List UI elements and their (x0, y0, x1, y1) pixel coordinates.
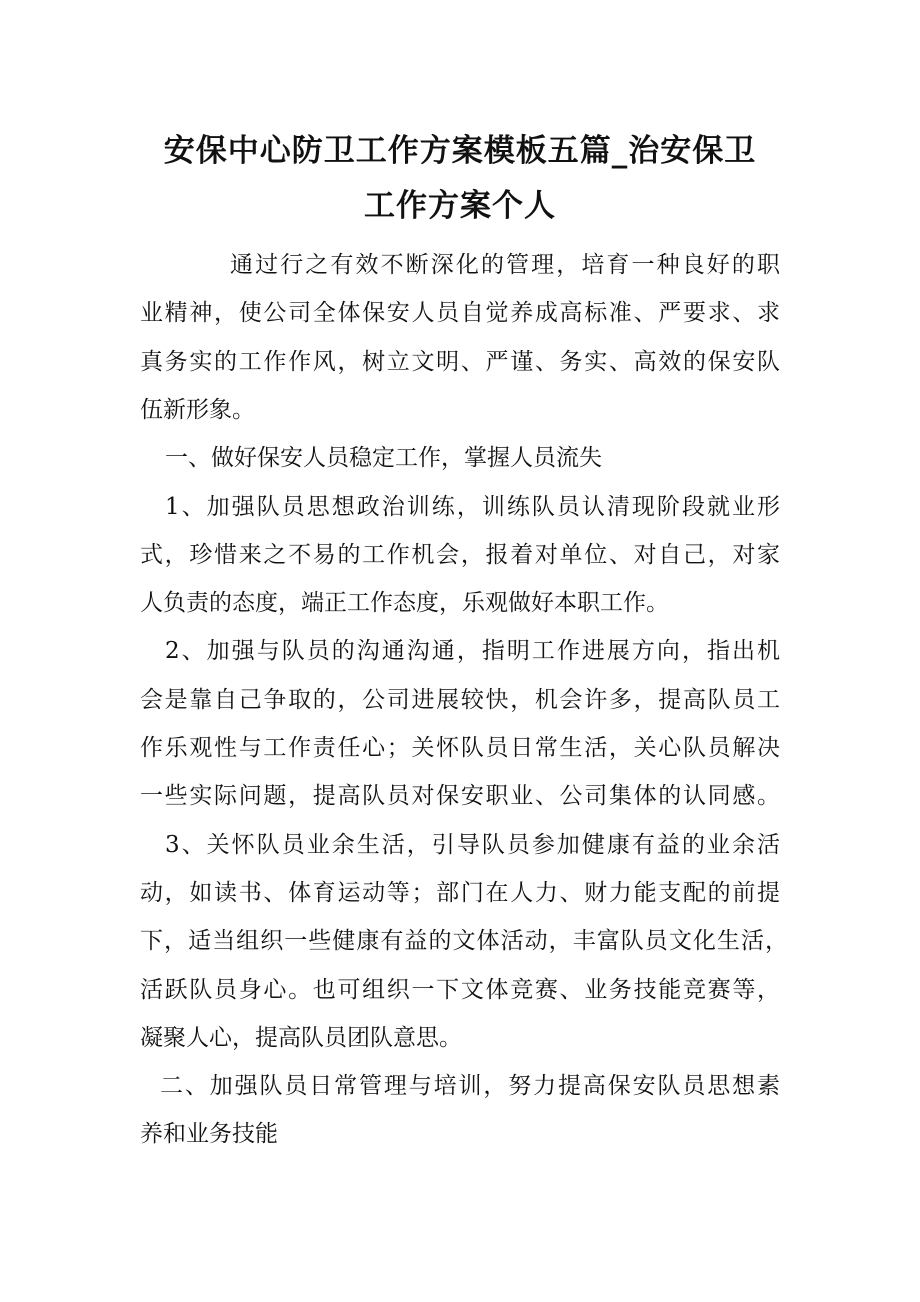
body-text-line: 动，如读书、体育运动等；部门在人力、财力能支配的前提 (140, 879, 780, 906)
body-text-line: 真务实的工作作风，树立文明、严谨、务实、高效的保安队 (140, 348, 780, 375)
body-text-line: 活跃队员身心。也可组织一下文体竞赛、业务技能竞赛等， (140, 976, 780, 1003)
body-text-line: 通过行之有效不断深化的管理，培育一种良好的职 (230, 252, 780, 278)
body-text-line: 伍新形象。 (140, 396, 255, 423)
body-text-line: 3、关怀队员业余生活，引导队员参加健康有益的业余活 (165, 831, 780, 858)
body-text-line: 一、做好保安人员稳定工作，掌握人员流失 (165, 445, 602, 472)
body-text-line: 作乐观性与工作责任心；关怀队员日常生活，关心队员解决 (140, 735, 780, 761)
body-text-line: 二、加强队员日常管理与培训，努力提高保安队员思想素 (160, 1073, 780, 1100)
body-text-line: 人负责的态度，端正工作态度，乐观做好本职工作。 (140, 590, 669, 617)
body-text-line: 式，珍惜来之不易的工作机会，报着对单位、对自己，对家 (140, 541, 780, 568)
body-text-line: 养和业务技能 (140, 1121, 278, 1148)
body-text-line: 1、加强队员思想政治训练，训练队员认清现阶段就业形 (165, 493, 780, 520)
document-title-line-1: 安保中心防卫工作方案模板五篇_治安保卫 (163, 133, 757, 169)
body-text-line: 2、加强与队员的沟通沟通，指明工作进展方向，指出机 (165, 638, 780, 665)
body-text-line: 下，适当组织一些健康有益的文体活动，丰富队员文化生活， (140, 928, 788, 955)
document-title-line-2: 工作方案个人 (364, 188, 556, 224)
body-text-line: 业精神，使公司全体保安人员自觉养成高标准、严要求、求 (140, 300, 780, 327)
body-text-line: 会是靠自己争取的，公司进展较快，机会许多，提高队员工 (140, 686, 780, 713)
body-text-line: 一些实际问题，提高队员对保安职业、公司集体的认同感。 (140, 783, 780, 810)
body-text-line: 凝聚人心，提高队员团队意思。 (140, 1024, 462, 1051)
